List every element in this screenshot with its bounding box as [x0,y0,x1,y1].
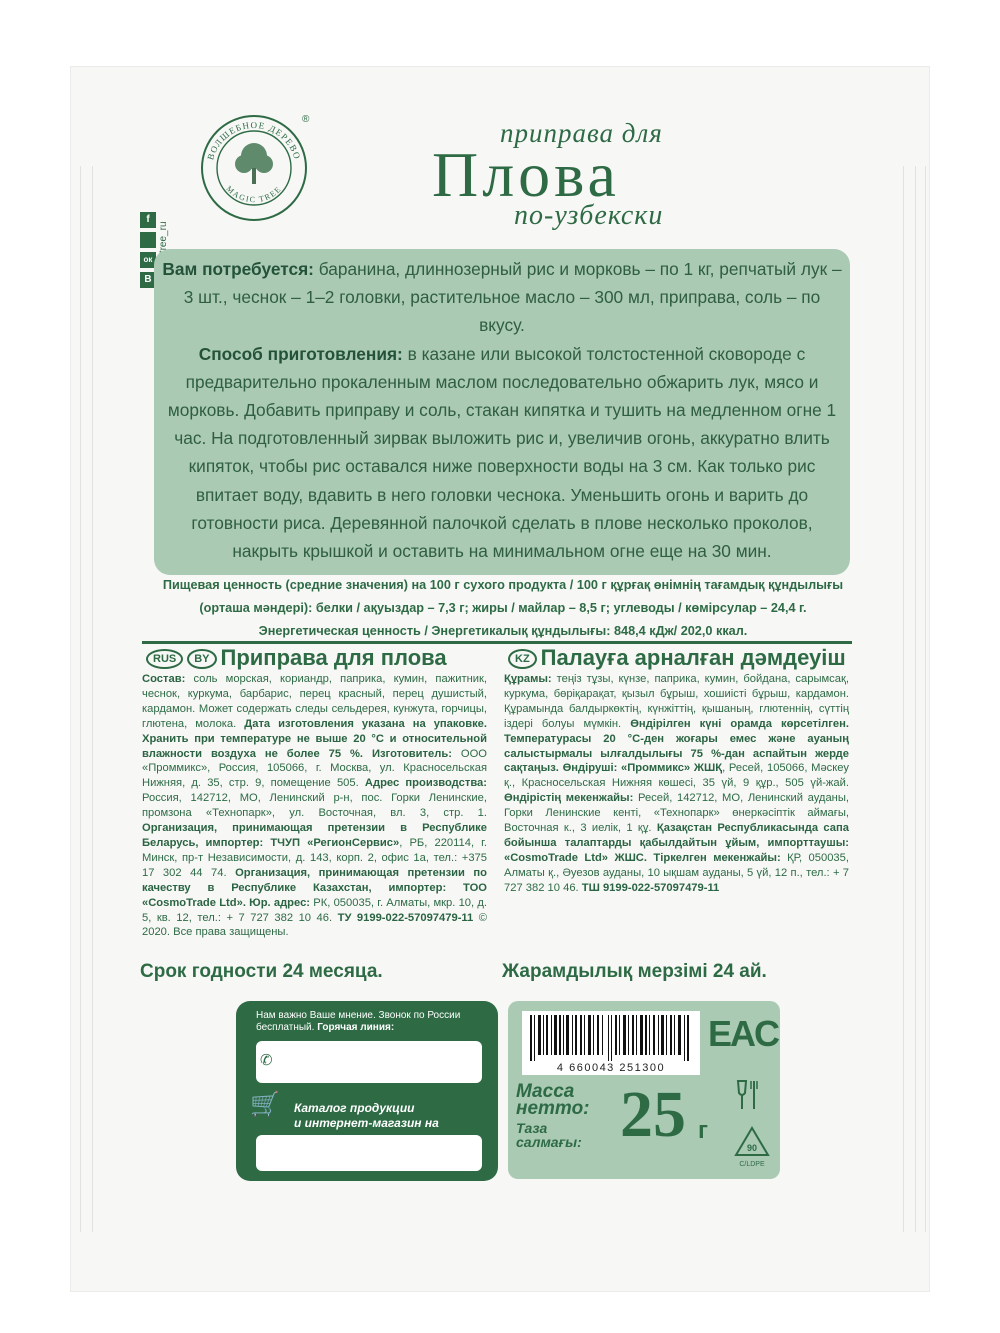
bag-seam [80,166,81,1232]
title-small: приправа для [500,118,663,148]
barcode-bars [522,1011,700,1061]
phone-icon: ✆ [260,1052,273,1069]
bag-seam [92,166,93,1232]
registered-mark: ® [302,114,310,125]
mass-label-ru: Масса нетто: [516,1081,590,1119]
recycle-text: C/LDPE [739,1161,765,1168]
recipe-ingredients: Вам потребуется: баранина, длиннозерный рис и морковь – по 1 кг, репчатый лук – 3 шт., чеснок – 1–2 головки, растительное масло – 300 мл, приправа, соль – по вкусу. [162,259,842,336]
title-subtitle: по-узбекски [514,200,664,231]
bag-seam [925,166,926,1232]
eac-mark: EAC [708,1013,779,1054]
recipe-method: Способ приготовления: в казане или высокой толстостенной сковороде с предварительно прокаленным маслом последовательно обжарить лук, мясо и морковь. Добавить приправу и соль, стакан кипятка и тушить на медленном огне 1 час. На подготовленный зирвак выложить рис и, увеличив огонь, аккуратно влить кипяток, чтобы рис оставался ниже поверхности воды на 3 см. Как только рис впитает воду, вдавить в него головки чеснока. Уменьшить огонь и варить до готовности риса. Деревянной палочкой сделать в плове несколько проколов, накрыть крышкой и оставить на минимальном огне еще на 30 мин. [167,343,837,562]
ru-heading: RUS BY Приправа для плова [146,645,447,671]
tree-icon [235,143,273,184]
kz-badge: KZ [508,649,537,669]
ru-shelf-life: Срок годности 24 месяца. [140,961,383,982]
catalog-text: Каталог продукции и интернет-магазин на [294,1101,439,1130]
by-badge: BY [187,649,216,669]
seal-text-en: MAGIC TREE [224,184,284,205]
seal-text-ru: ВОЛШЕБНОЕ ДЕРЕВО [205,119,303,162]
vk-icon: В [140,272,156,288]
nutrition-facts: Пищевая ценность (средние значения) на 100 г сухого продукта / 100 г құрғақ өнімнің тағамдық құндылығы (орташа мәндері): белки / ақуыздар – 7,3 г; жиры / майлар – 8,5 г; углеводы / көмірсулар – 24,4 г. Энергетическая ценность / Энергетикалық құндылығы: 848,4 кДж/ 202,0 ккал. [162,578,844,638]
instagram-icon [140,232,156,248]
bag-seam [915,166,916,1232]
recipe-panel [154,249,850,575]
package [70,66,930,1292]
facebook-icon: f [140,212,156,228]
food-safe-glass-fork-icon [734,1079,764,1113]
net-weight-unit: г [698,1117,708,1144]
hotline-phone-field [256,1041,482,1083]
divider [142,641,852,644]
shopping-cart-icon: 🛒 [250,1091,280,1118]
product-title: Плова [432,139,620,210]
hotline-panel [236,1001,498,1181]
mass-panel [508,1001,780,1179]
net-weight-value: 25 [620,1078,686,1151]
ok-icon: ок [140,252,156,268]
barcode-number: 4 660043 251300 [556,1062,666,1074]
kz-shelf-life: Жарамдылық мерзімі 24 ай. [502,961,767,982]
kz-heading: KZ Палауға арналған дәмдеуіш [508,645,846,671]
barcode [522,1011,700,1075]
kz-info-text: Құрамы: теңіз тұзы, күнзе, паприка, кумин, бойдана, сарымсақ, куркума, бөріқарақат, қызыл бұрыш, хошиісті бұрыш, кардамон. Құрамында балдыркөктің, күнжіттің, қышаның, глютеннің, сүттің іздері болуы мүмкін. Өндірілген күні орамда көрсетілген. Температурасы 20 °С-ден жоғары емес және ауаның салыстырмалы ылғалдылығы 75 %-дан аспайтын жерде сақтаңыз. Өндіруші: «Проммикс» ЖШҚ, Ресей, 105066, Мәскеу қ., Красносельская Нижняя көшесі, 35 үй, 9 құр., 505 үй-жай. Өндірістің мекенжайы: Ресей, 142712, МО, Ленинский ауданы, Горки Ленинские кенті, «Технопарк» өнеркәсіптік аймағы, Восточная к., 3 иелік, 1 құ. Қазақстан Республикасында сапа бойынша талаптарды қабылдайтын ұйым, импорттаушы: «CosmoTrade Ltd» ЖШС. Тіркелген мекенжайы: ҚР, 050035, Алматы қ., Әуезов ауданы, 10 ықшам ауданы, 5 үй, 12 п., тел.: + 7 727 382 10 46. ТШ 9199-022-57097479-11 [504,673,850,894]
recycle-code: 90 [746,1143,758,1153]
recycle-icon [732,1125,772,1169]
ru-info-text: Состав: соль морская, кориандр, паприка, кумин, пажитник, чеснок, куркума, барбарис, перец красный, перец душистый, кардамон. Может содержать следы сельдерея, кунжута, горчицы, глютена, молока. Дата изготовления указана на упаковке. Хранить при температуре не выше 20 °С и относительной влажности воздуха не более 75 %. Изготовитель: ООО «Проммикс», Россия, 105066, г. Москва, ул. Красносельская Нижняя, д. 35, стр. 9, помещение 505. Адрес производства: Россия, 142712, МО, Ленинский р-н, пос. Горки Ленинские, промзона «Технопарк», ул. Восточная, вл. 3, стр. 1. Организация, принимающая претензии в Республике Беларусь, импортер: ТЧУП «РегионСервис», РБ, 220114, г. Минск, пр-т Независимости, д. 143, корп. 2, офис 1а, тел.: +375 17 302 44 74. Организация, принимающая претензии по качеству в Республике Казахстан, импортер: ТОО «CosmoTrade Ltd». Юр. адрес: РК, 050035, г. Алматы, мкр. 10, д. 5, кв. 12, тел.: + 7 727 382 10 46. ТУ 9199-022-57097479-11 © 2020. Все права защищены. [142,673,488,939]
catalog-url-field [256,1135,482,1171]
rus-badge: RUS [146,649,183,669]
svg-text:MAGIC TREE [225,184,284,204]
hotline-intro: Нам важно Ваше мнение. Звонок по России бесплатный. Горячая линия: [256,1010,461,1033]
mass-label-kz: Таза салмағы: [516,1120,582,1150]
bag-seam [903,166,904,1232]
brand-seal-logo [198,112,310,224]
